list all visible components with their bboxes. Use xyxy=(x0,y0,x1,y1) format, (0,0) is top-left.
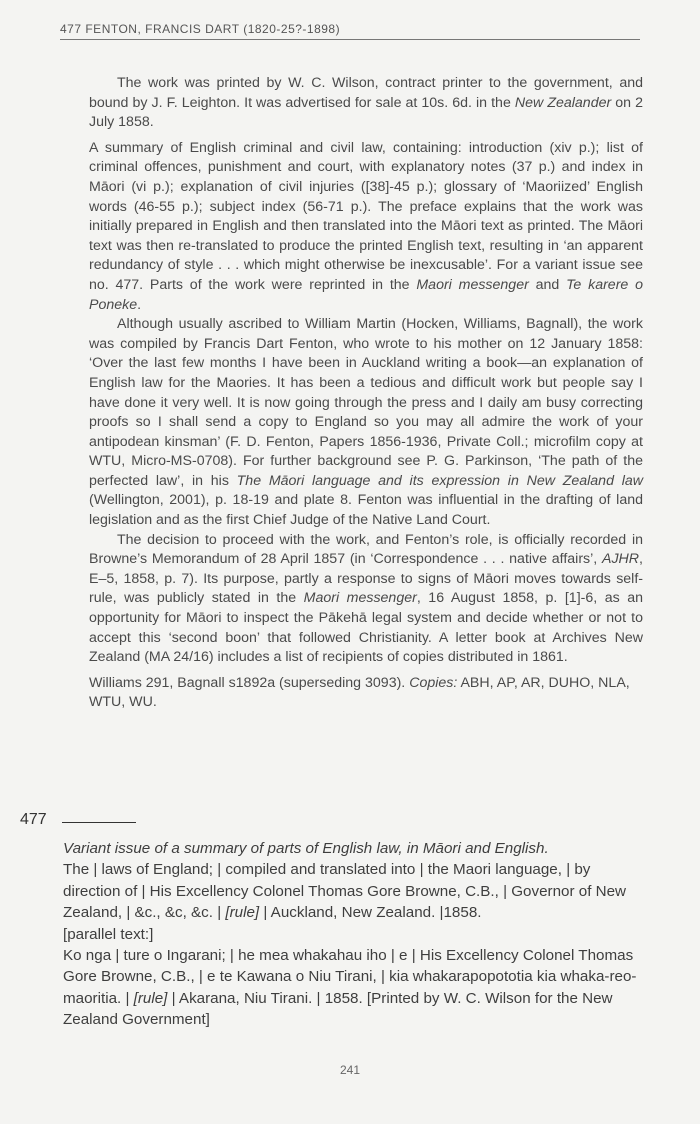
entry-477 xyxy=(63,838,643,1031)
note-paragraph: Although usually ascribed to William Martin (Hocken, Williams, Bagnall), the work was compiled by Francis Dart Fenton, who wrote to his mother on 12 January 1858: ‘Over the last few months I have been in Auckland writing a book—an explanation of English law for the Maories. It has been a tedious and difficult work but people say I have done it very well. It is now going through the press and I daily am busy correcting proofs so I shall send a copy to England so you may all admire the work of your antipodean kinsman’ (F. D. Fenton, Papers 1856-1936, Private Coll.; microfilm copy at WTU, Micro-MS-0708). For further background see P. G. Parkinson, ‘The path of the perfected law’, in his The Māori language and its expression in New Zealand law (Wellington, 2001), p. 18-19 and plate 8. Fenton was influential in the drafting of land legislation and as the first Chief Judge of the Native Land Court. xyxy=(89,316,643,529)
entry-number: 477 xyxy=(20,811,47,828)
entry-description: Variant issue of a summary of parts of English law, in Māori and English. xyxy=(63,840,549,857)
parallel-text-label: [parallel text:] xyxy=(63,925,154,943)
references-paragraph: Williams 291, Bagnall s1892a (superseding 3093). Copies: ABH, AP, AR, DUHO, NLA, WTU, WU. xyxy=(89,674,630,711)
maori-title: Ko nga | ture o Ingarani; | he mea whakahau iho | e | His Excellency Colonel Thomas Gore Browne, C.B., | e te Kawana o Niu Tirani, | kia whakarapopototia kia whaka-reo-maoritia. | [rule] | Akarana, Niu Tirani. | 1858. [Printed by W. C. Wilson for the New Zealand Government] xyxy=(63,947,637,1029)
entry-rule xyxy=(62,822,136,823)
entry-476-notes xyxy=(89,74,643,713)
note-paragraph: A summary of English criminal and civil law, containing: introduction (xiv p.); list of criminal offences, punishment and court, with explanatory notes (37 p.) and index in Māori (vi p.); explanation of civil injuries ([38]-45 p.); glossary of ‘Maoriized’ English words (46-55 p.); subject index (56-71 p.). The preface explains that the work was initially prepared in English and then translated into the Māori text as printed. The Māori text was then re-translated to produce the printed English text, resulting in ‘an apparent redundancy of style . . . which might otherwise be inexcusable’. For a variant issue see no. 477. Parts of the work were reprinted in the Maori messenger and Te karere o Poneke. xyxy=(89,139,643,313)
note-paragraph: The decision to proceed with the work, and Fenton’s role, is officially recorded in Browne’s Memorandum of 28 April 1857 (in ‘Correspondence . . . native affairs’, AJHR, E–5, 1858, p. 7). Its purpose, partly a response to signs of Māori moves towards self-rule, was publicly stated in the Maori messenger, 16 August 1858, p. [1]-6, as an opportunity for Māori to inspect the Pākehā legal system and decide whether or not to accept this ‘second boon’ that followed Christianity. A letter book at Archives New Zealand (MA 24/16) includes a list of recipients of copies distributed in 1861. xyxy=(89,531,643,666)
note-paragraph: The work was printed by W. C. Wilson, contract printer to the government, and bound by J. F. Leighton. It was advertised for sale at 10s. 6d. in the New Zealander on 2 July 1858. xyxy=(89,75,643,131)
running-head: 477 FENTON, FRANCIS DART (1820-25?-1898) xyxy=(60,22,640,40)
entry-title: The | laws of England; | compiled and translated into | the Maori language, | by direction of | His Excellency Colonel Thomas Gore Browne, C.B., | Governor of New Zealand, | &c., &c, &c. | [rule] | Auckland, New Zealand. |1858. xyxy=(63,861,627,922)
page-number: 241 xyxy=(339,1063,361,1077)
